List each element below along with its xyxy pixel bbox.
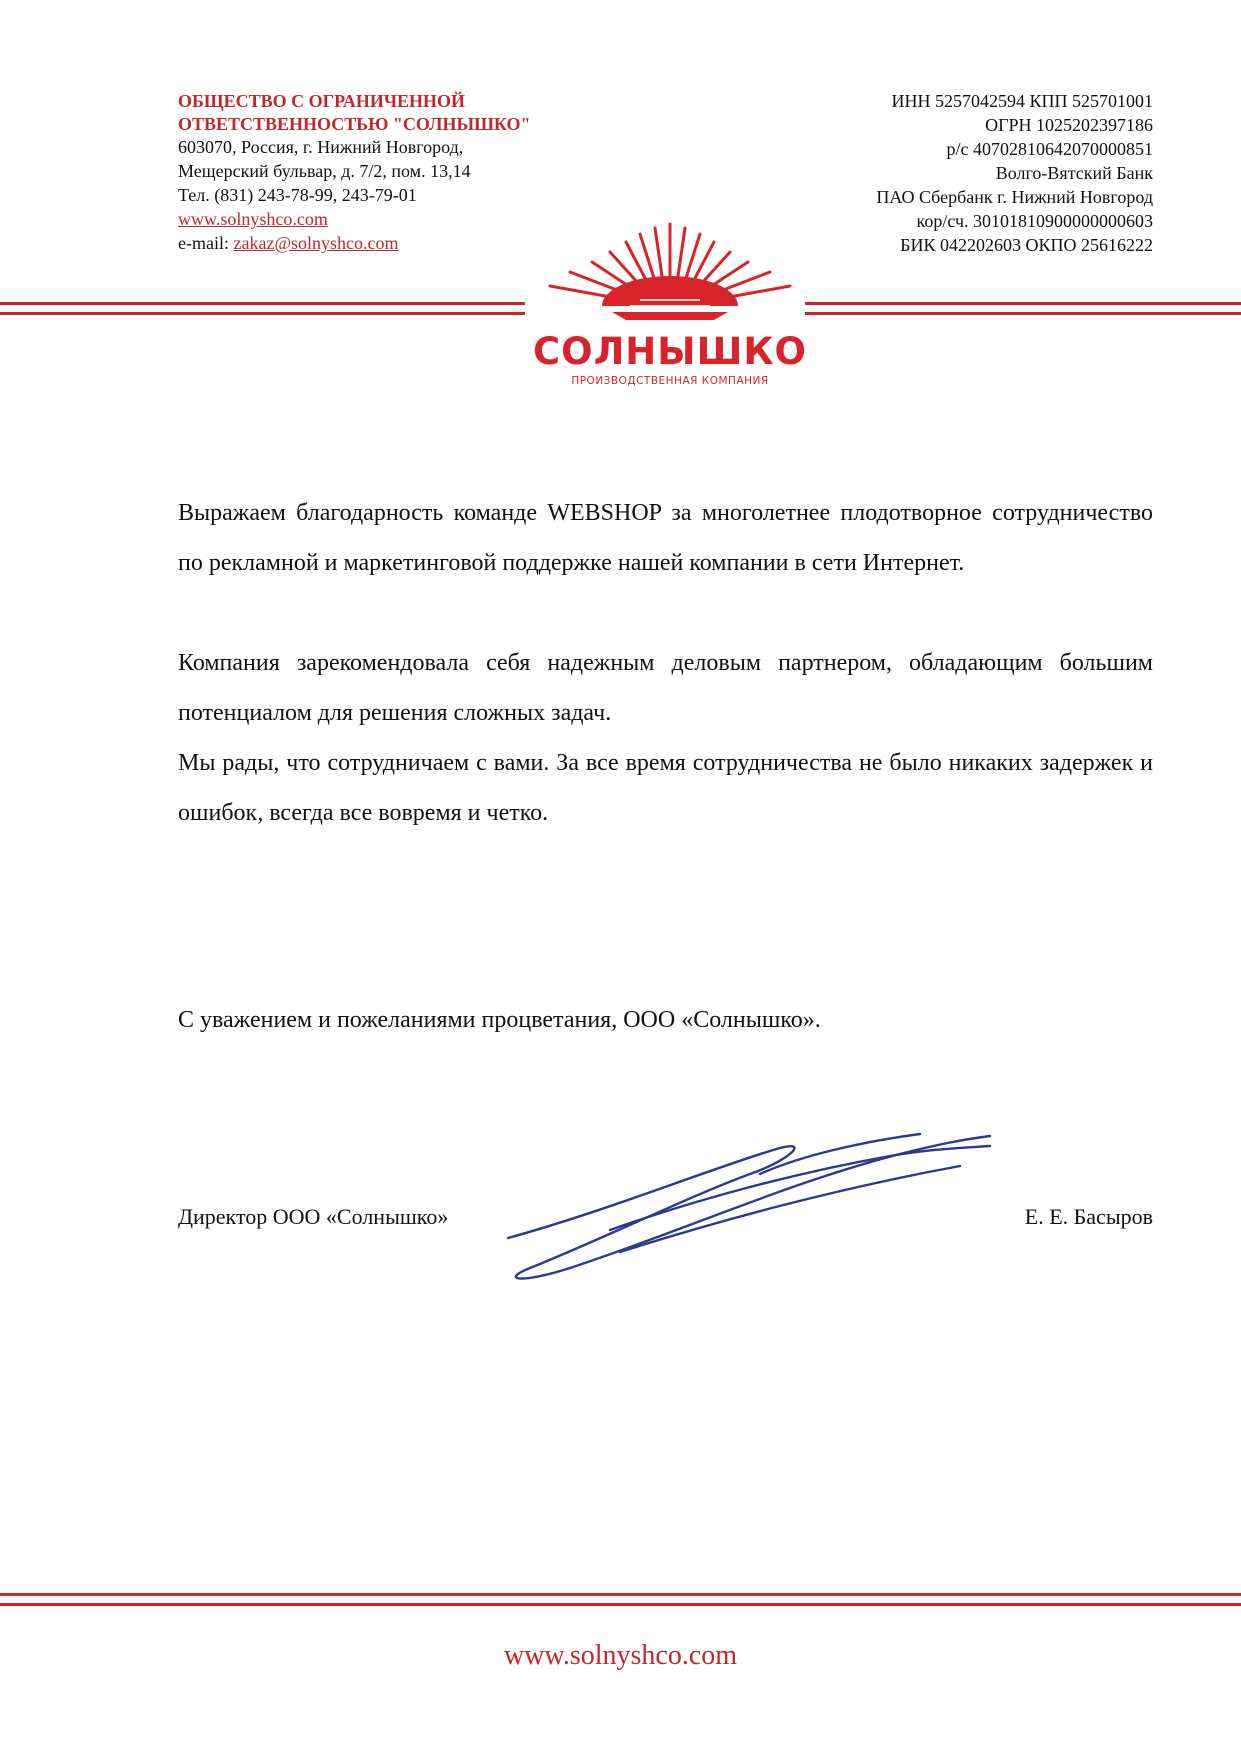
company-name-line-2: ОТВЕТСТВЕННОСТЬЮ "СОЛНЫШКО" <box>178 114 531 134</box>
requisite-bik-okpo: БИК 042202603 ОКПО 25616222 <box>900 235 1153 255</box>
logo-subtitle: ПРОИЗВОДСТВЕННАЯ КОМПАНИЯ <box>571 375 769 387</box>
logo-word: СОЛНЫШКО <box>532 330 808 373</box>
address-line-2: Мещерский бульвар, д. 7/2, пом. 13,14 <box>178 161 471 181</box>
footer-rule-top <box>0 1593 1241 1596</box>
header-rule-left-top <box>0 302 525 305</box>
paragraph-gratitude: Выражаем благодарность команде WEBSHOP за многолетнее плодотворное сотрудничество по рекламной и маркетинговой поддержке нашей компании в сети Интернет. <box>178 500 1153 576</box>
website-link[interactable]: www.solnyshco.com <box>178 209 328 229</box>
email-line <box>178 232 399 255</box>
requisite-bank-branch: ПАО Сбербанк г. Нижний Новгород <box>876 187 1153 207</box>
header-rule-left-bottom <box>0 312 525 315</box>
company-name <box>178 90 531 136</box>
handwritten-signature <box>460 1070 1060 1320</box>
signer-title: Директор ООО «Солнышко» <box>178 1204 449 1229</box>
closing-line: С уважением и пожеланиями процветания, ООО «Солнышко». <box>178 1007 821 1033</box>
requisite-ogrn: ОГРН 1025202397186 <box>985 115 1153 135</box>
requisite-bank: Волго-Вятский Банк <box>995 163 1153 183</box>
paragraph-partner: Компания зарекомендовала себя надежным деловым партнером, обладающим большим потенциалом для решения сложных задач. <box>178 650 1153 726</box>
company-name-line-1: ОБЩЕСТВО С ОГРАНИЧЕННОЙ <box>178 91 466 111</box>
paragraph-cooperation: Мы рады, что сотрудничаем с вами. За все время сотрудничества не было никаких задержек и ошибок, всегда все вовремя и четко. <box>178 750 1153 826</box>
header-rule-right-bottom <box>805 312 1241 315</box>
requisite-corr-account: кор/сч. 30101810900000000603 <box>916 211 1153 231</box>
requisite-account: р/с 40702810642070000851 <box>946 139 1153 159</box>
signer-name: Е. Е. Басыров <box>1024 1204 1153 1229</box>
address-line-1: 603070, Россия, г. Нижний Новгород, <box>178 137 464 157</box>
phone-line: Тел. (831) 243-78-99, 243-79-01 <box>178 185 417 205</box>
footer-rule-bottom <box>0 1603 1241 1606</box>
email-link[interactable]: zakaz@solnyshco.com <box>233 233 399 253</box>
header-rule-right-top <box>805 302 1241 305</box>
company-logo <box>530 210 810 410</box>
footer-website[interactable]: www.solnyshco.com <box>503 1640 738 1671</box>
email-label: e-mail: <box>178 233 234 253</box>
sun-logo-icon <box>530 210 810 330</box>
requisite-inn-kpp: ИНН 5257042594 КПП 525701001 <box>891 91 1153 111</box>
